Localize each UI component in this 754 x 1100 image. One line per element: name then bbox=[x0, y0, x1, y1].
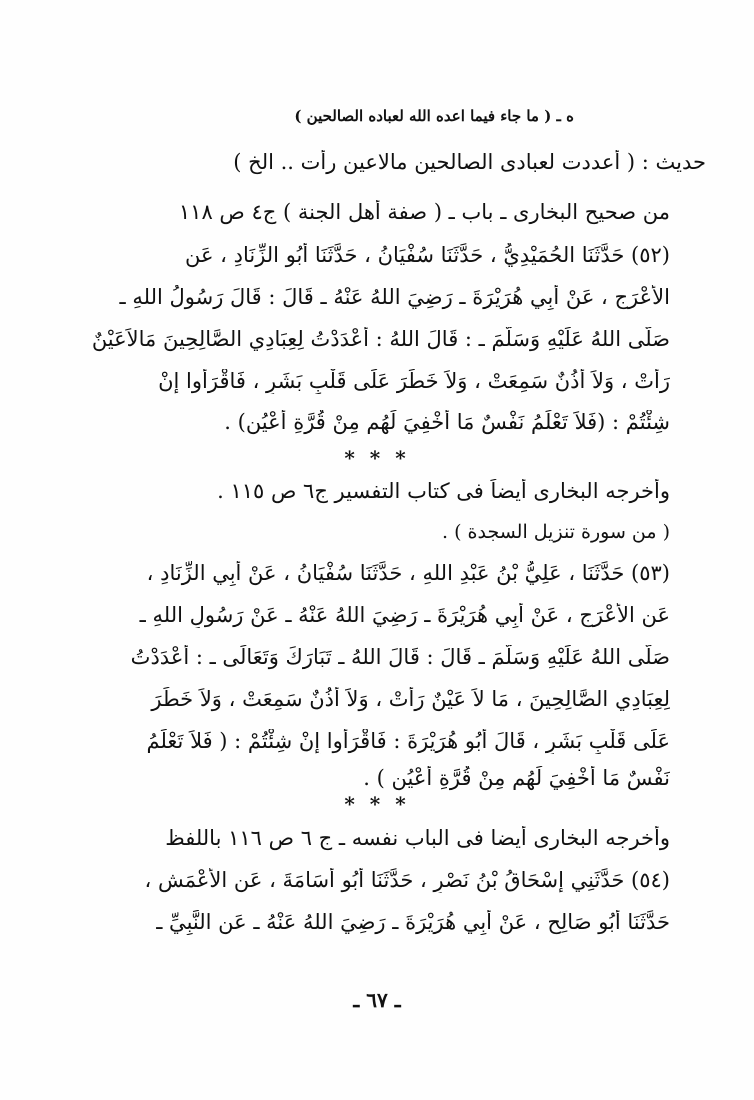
section-separator: * * * bbox=[344, 446, 410, 470]
text-line: (٥٤) حَدَّثَنِي إِسْحَاقُ بْنُ نَصْرٍ ، حَدَّثَنَا أَبُو أُسَامَةَ ، عَنِ الأَعْمَشِ ، bbox=[144, 868, 670, 892]
hadith-heading: حديث : ( أعددت لعبادى الصالحين مالاعين رأت .. الخ ) bbox=[233, 150, 706, 174]
text-line: رَأَتْ ، وَلاَ أُذُنٌ سَمِعَتْ ، وَلاَ خَطَرَ عَلَى قَلْبِ بَشَرٍ ، فَاقْرَأُوا إِنْ bbox=[158, 369, 670, 393]
text-line: (٥٢) حَدَّثَنَا الحُمَيْدِيُّ ، حَدَّثَنَا سُفْيَانُ ، حَدَّثَنَا أَبُو الزِّنَادِ ، عَنِ bbox=[184, 243, 670, 267]
chapter-header: ه ـ ( ما جاء فيما اعده الله لعباده الصالحين ) bbox=[294, 107, 574, 125]
text-line: نَفْسٌ مَا أُخْفِيَ لَهُم مِنْ قُرَّةِ أَعْيُنٍ ) . bbox=[363, 766, 670, 790]
text-line: عَنِ الأَعْرَجِ ، عَنْ أَبِي هُرَيْرَةَ ـ رَضِيَ اللهُ عَنْهُ ـ عَنْ رَسُولِ اللهِ ـ bbox=[139, 603, 670, 627]
source-reference: من صحيح البخارى ـ باب ـ ( صفة أهل الجنة ) ج٤ ص ١١٨ bbox=[178, 200, 670, 224]
section-intro: وأخرجه البخارى أيضا فى الباب نفسه ـ ج ٦ ص ١١٦ باللفظ bbox=[165, 826, 670, 850]
text-line: صَلَّى اللهُ عَلَيْهِ وَسَلَّمَ ـ : قَالَ اللهُ : أَعْدَدْتُ لِعِبَادِي الصَّالِحِينَ مَالاَعَيْنٌ bbox=[91, 327, 670, 351]
text-line: (٥٣) حَدَّثَنَا ، عَلِيُّ بْنُ عَبْدِ اللهِ ، حَدَّثَنَا سُفْيَانُ ، عَنْ أَبِي الزِّنَادِ ، bbox=[146, 561, 670, 585]
text-line: حَدَّثَنَا أَبُو صَالِحٍ ، عَنْ أَبِي هُرَيْرَةَ ـ رَضِيَ اللهُ عَنْهُ ـ عَنِ النَّبِيِّ ـ bbox=[156, 910, 670, 934]
text-line: الأَعْرَجِ ، عَنْ أَبِي هُرَيْرَةَ ـ رَضِيَ اللهُ عَنْهُ ـ قَالَ : قَالَ رَسُولُ اللهِ ـ bbox=[119, 285, 670, 309]
page-number: ـ ٦٧ ـ bbox=[353, 988, 401, 1012]
text-line: لِعِبَادِي الصَّالِحِينَ ، مَا لاَ عَيْنٌ رَأَتْ ، وَلاَ أُذُنٌ سَمِعَتْ ، وَلاَ خَطَرَ bbox=[151, 687, 670, 711]
section-separator: * * * bbox=[344, 792, 410, 816]
text-line: عَلَى قَلْبِ بَشَرٍ ، قَالَ أَبُو هُرَيْرَةَ : فَاقْرَأُوا إِنْ شِئْتُمْ : ( فَلاَ تَعْلَمُ bbox=[146, 729, 670, 753]
section-intro: وأخرجه البخارى أيضاً فى كتاب التفسير ج٦ ص ١١٥ . bbox=[217, 479, 670, 503]
text-line: شِئْتُمْ : (فَلاَ تَعْلَمُ نَفْسٌ مَا أُخْفِيَ لَهُم مِنْ قُرَّةِ أَعْيُنٍ) . bbox=[224, 410, 670, 434]
surah-note: ( من سورة تنزيل السجدة ) . bbox=[442, 521, 670, 543]
text-line: صَلَّى اللهُ عَلَيْهِ وَسَلَّمَ ـ قَالَ : قَالَ اللهُ ـ تَبَارَكَ وَتَعَالَى ـ : أَعْدَدْتُ bbox=[130, 645, 670, 669]
